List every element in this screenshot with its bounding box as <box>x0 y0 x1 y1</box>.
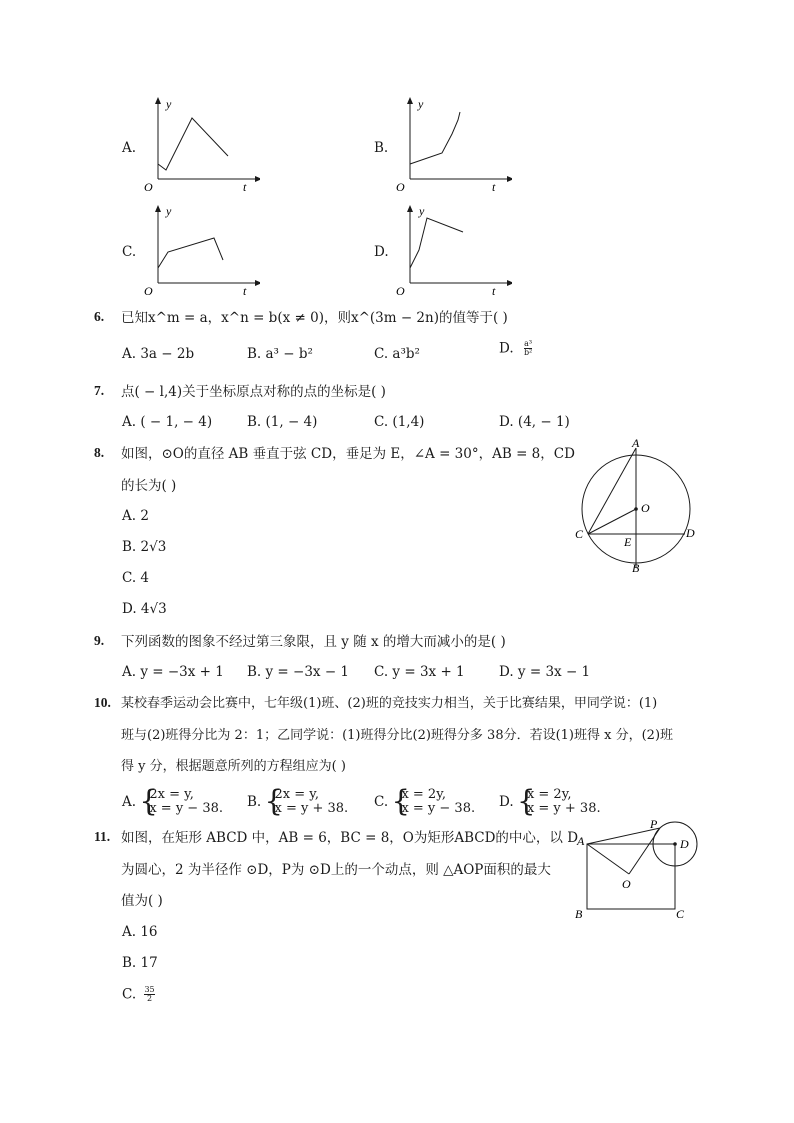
q5-option-d-label: D. <box>374 244 389 260</box>
q10-option-b-system <box>266 788 349 816</box>
q10-option-a-system <box>140 788 223 816</box>
q5-graph-a <box>140 96 260 196</box>
q8-label-o: O <box>641 501 650 515</box>
q6-number: 6. <box>94 309 105 324</box>
q5-option-a[interactable] <box>118 96 268 196</box>
q6-stem: 已知x^m = a，x^n = b(x ≠ 0)，则x^(3m − 2n)的值等于( ) <box>121 310 508 326</box>
q8-option-a[interactable]: A. 2 <box>122 508 149 524</box>
q8-line2: 的长为( ) <box>121 478 177 494</box>
q8-label-e: E <box>624 535 632 549</box>
q10-option-a-label: A. <box>122 794 137 810</box>
q11-option-b[interactable]: B. 17 <box>122 955 158 971</box>
q11-option-c-fraction <box>144 986 154 1003</box>
q5-graph-b-t: t <box>492 180 496 194</box>
q9-option-b[interactable]: B. y = −3x − 1 <box>247 664 350 680</box>
q9-option-c[interactable]: C. y = 3x + 1 <box>374 664 465 680</box>
q6-option-c[interactable]: C. a³b² <box>374 346 420 362</box>
q10-option-b-label: B. <box>247 794 262 810</box>
q9-option-d[interactable]: D. y = 3x − 1 <box>499 664 591 680</box>
q8-option-c[interactable]: C. 4 <box>122 570 150 586</box>
q5-option-a-label: A. <box>122 140 137 156</box>
q11-label-c: C <box>676 907 685 921</box>
q5-graph-d <box>392 204 512 304</box>
q11-option-c-numerator: 35 <box>144 985 155 994</box>
q10-option-b-eq2: x = y + 38. <box>274 801 349 816</box>
q6-option-d-numerator: a³ <box>524 339 533 348</box>
q5-graph-c-t: t <box>243 284 247 298</box>
q11-option-c[interactable] <box>122 986 155 1003</box>
q10-option-d-eq1: { x = 2y, <box>526 787 572 802</box>
q11-line3: 值为( ) <box>121 893 163 909</box>
q11-rectangle-figure <box>570 816 710 924</box>
q8-number: 8. <box>94 445 105 460</box>
q10-option-a-eq1: { 2x = y, <box>149 787 194 802</box>
q10-option-c-eq2: x = y − 38. <box>401 801 476 816</box>
q8-label-c: C <box>575 527 584 541</box>
q5-option-b-label: B. <box>374 140 389 156</box>
q10-option-c-eq1: { x = 2y, <box>401 787 446 802</box>
q6-option-b[interactable]: B. a³ − b² <box>247 346 313 362</box>
q6-option-d[interactable] <box>499 340 532 357</box>
q10-option-d-label: D. <box>499 794 514 810</box>
q7-option-b[interactable]: B. (1, − 4) <box>247 414 318 430</box>
q10-option-c-label: C. <box>374 794 389 810</box>
q9-option-a[interactable]: A. y = −3x + 1 <box>122 664 224 680</box>
q11-line2: 为圆心，2 为半径作 ⊙D，P为 ⊙D上的一个动点，则 △AOP面积的最大 <box>121 862 551 878</box>
q10-option-c-system <box>392 788 475 816</box>
q10-option-a-eq2: x = y − 38. <box>149 801 224 816</box>
q10-line2: 班与(2)班得分比为 2：1；乙同学说：(1)班得分比(2)班得分多 38分．若设(1)班得 x 分，(2)班 <box>121 728 674 743</box>
q11-option-c-denominator: 2 <box>144 994 154 1003</box>
q9-number: 9. <box>94 633 105 648</box>
q10-line1: 某校春季运动会比赛中，七年级(1)班、(2)班的竞技实力相当，关于比赛结果，甲同学说：(1) <box>121 696 658 711</box>
q6-option-d-label: D. <box>499 340 514 357</box>
q11-label-p: P <box>650 817 658 831</box>
q5-graph-b-y: y <box>418 97 424 111</box>
q8-label-b: B <box>632 561 640 575</box>
q10-option-b[interactable] <box>247 788 348 816</box>
q7-option-a[interactable]: A. ( − 1, − 4) <box>122 414 213 430</box>
q10-line3: 得 y 分，根据题意所列的方程组应为( ) <box>121 759 346 774</box>
q8-line1: 如图，⊙O的直径 AB 垂直于弦 CD，垂足为 E，∠A = 30°，AB = 8，CD <box>121 446 575 462</box>
q5-option-c[interactable] <box>118 204 268 304</box>
q11-label-o: O <box>622 877 631 891</box>
q7-number: 7. <box>94 383 105 398</box>
q10-option-a[interactable] <box>122 788 223 816</box>
q8-label-a: A <box>632 436 640 450</box>
q10-option-d[interactable] <box>499 788 601 816</box>
q10-option-d-system <box>518 788 601 816</box>
q9-stem: 下列函数的图象不经过第三象限，且 y 随 x 的增大而减小的是( ) <box>121 634 506 650</box>
q5-option-c-label: C. <box>122 244 137 260</box>
q5-graph-c-y: y <box>166 204 172 218</box>
q8-circle-figure <box>568 434 708 576</box>
q6-option-d-fraction <box>524 340 532 357</box>
q8-option-b[interactable]: B. 2√3 <box>122 539 167 555</box>
q11-line1: 如图，在矩形 ABCD 中，AB = 6，BC = 8，O为矩形ABCD的中心，以 D <box>121 830 579 846</box>
q5-graph-c <box>140 204 260 304</box>
q5-graph-a-y: y <box>166 97 172 111</box>
q5-graph-c-o: O <box>144 284 153 298</box>
q5-graph-d-y: y <box>419 204 425 218</box>
q5-graph-b <box>392 96 512 196</box>
q6-option-a[interactable]: A. 3a − 2b <box>122 346 195 362</box>
q5-graph-d-o: O <box>396 284 405 298</box>
q11-number: 11. <box>94 829 111 844</box>
q6-option-d-denominator: b² <box>523 348 533 357</box>
q5-graph-b-o: O <box>396 180 405 194</box>
q5-option-b[interactable] <box>370 96 520 196</box>
q11-option-c-label: C. <box>122 986 137 1003</box>
q11-label-d: D <box>680 837 689 851</box>
q7-option-d[interactable]: D. (4, − 1) <box>499 414 570 430</box>
q8-option-d[interactable]: D. 4√3 <box>122 601 167 617</box>
q5-option-d[interactable] <box>370 204 520 304</box>
q5-graph-a-o: O <box>144 180 153 194</box>
q5-graph-d-t: t <box>492 284 496 298</box>
q11-label-a: A <box>577 834 585 848</box>
q11-label-b: B <box>575 907 583 921</box>
q7-option-c[interactable]: C. (1,4) <box>374 414 425 430</box>
q10-option-d-eq2: x = y + 38. <box>526 801 601 816</box>
q5-graph-a-t: t <box>243 180 247 194</box>
q10-option-b-eq1: { 2x = y, <box>274 787 320 802</box>
q10-number: 10. <box>94 695 111 710</box>
q8-label-d: D <box>686 526 695 540</box>
q7-stem: 点( − l,4)关于坐标原点对称的点的坐标是( ) <box>121 384 386 400</box>
q11-option-a[interactable]: A. 16 <box>122 924 158 940</box>
q10-option-c[interactable] <box>374 788 475 816</box>
